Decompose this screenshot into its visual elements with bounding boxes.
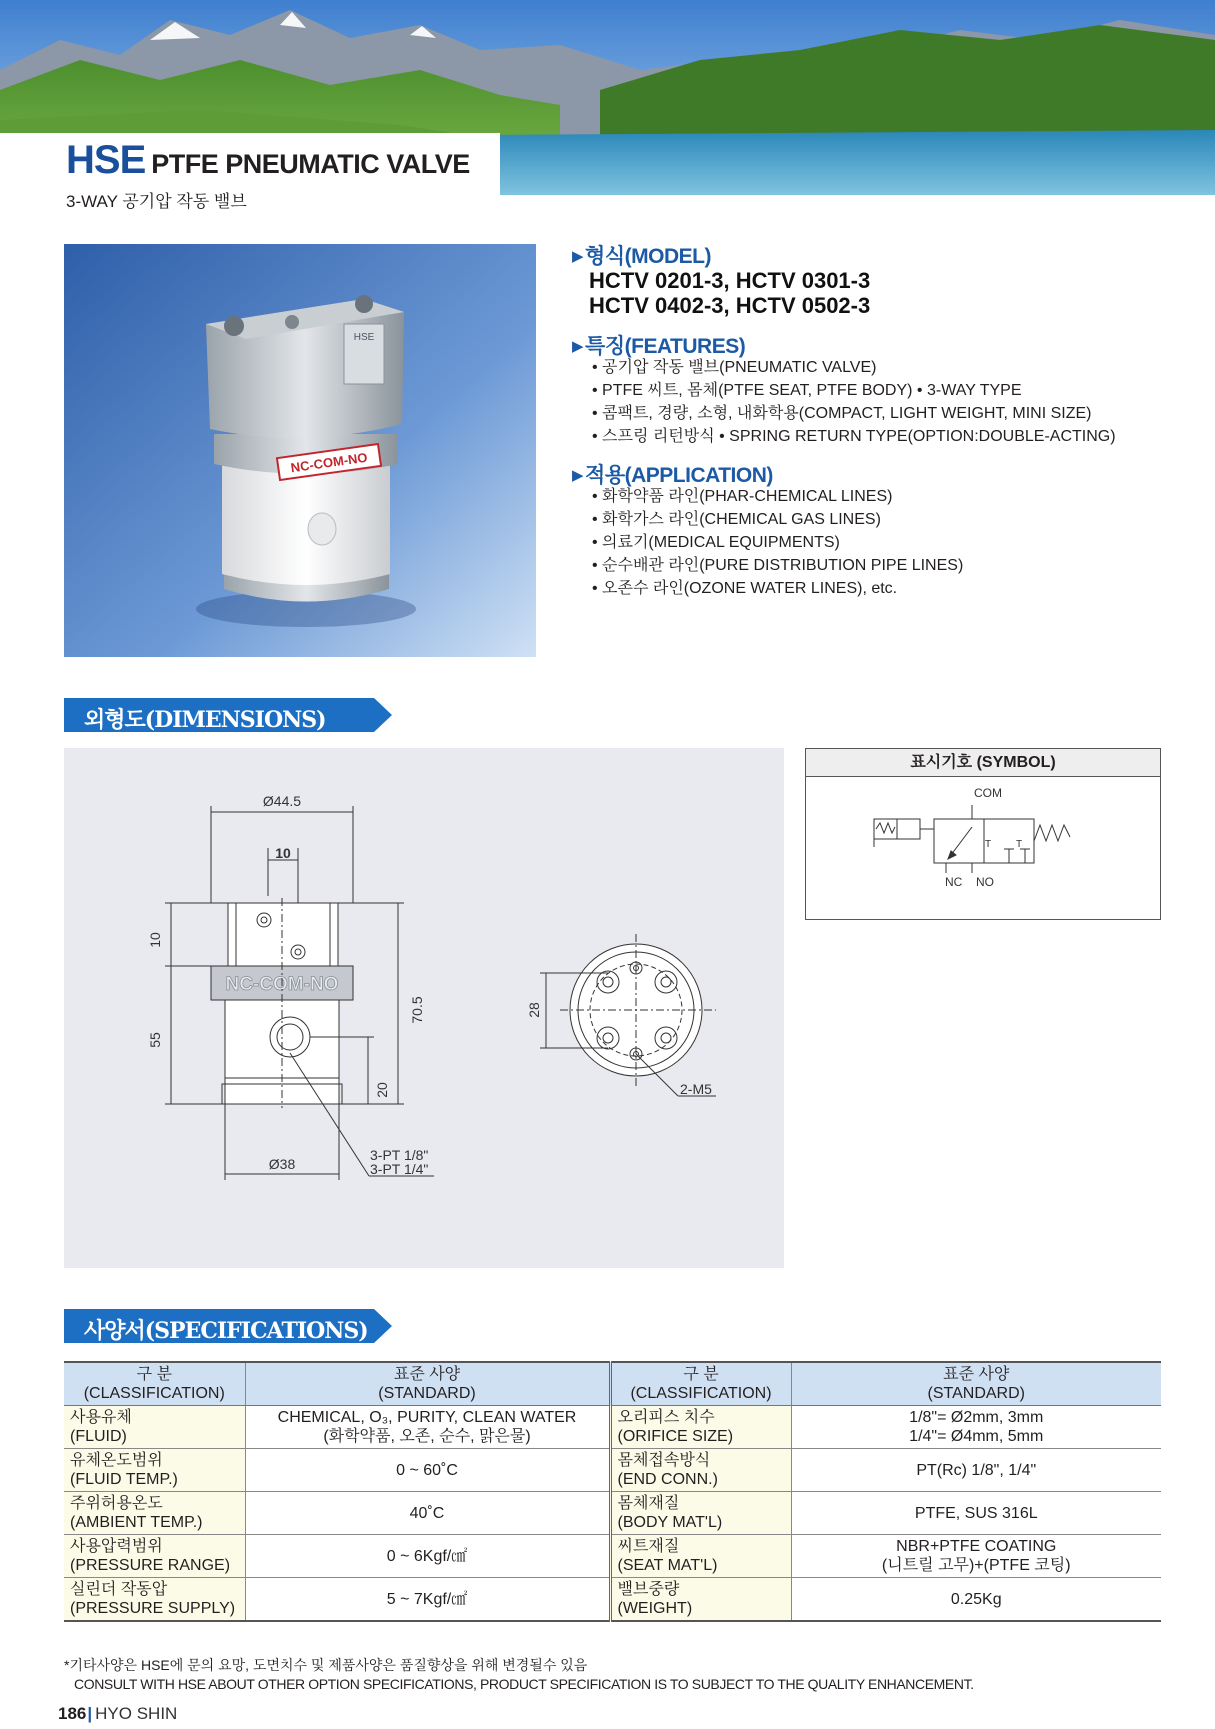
specifications-heading-text: 사양서(SPECIFICATIONS) bbox=[84, 1318, 368, 1344]
photo-body-mark: HSE bbox=[353, 332, 375, 343]
list-item: • 의료기(MEDICAL EQUIPMENTS) bbox=[592, 531, 963, 554]
dim-label: 10 bbox=[147, 932, 163, 948]
table-cell: 주위허용온도 (AMBIENT TEMP.) bbox=[64, 1492, 245, 1535]
symbol-nc-label: NC bbox=[945, 875, 963, 889]
drawing-band-label: NC-COM-NO bbox=[225, 974, 339, 995]
page-number: 186 bbox=[58, 1704, 87, 1723]
dim-label: 3-PT 1/8" bbox=[370, 1147, 429, 1163]
product-photo bbox=[64, 244, 536, 657]
photo-label-text: NC-COM-NO bbox=[289, 449, 369, 476]
dimensions-heading-text: 외형도(DIMENSIONS) bbox=[84, 707, 326, 733]
table-row bbox=[64, 1492, 1161, 1535]
table-row bbox=[64, 1406, 1161, 1449]
table-cell: 1/8"= Ø2mm, 3mm 1/4"= Ø4mm, 5mm bbox=[791, 1406, 1161, 1449]
dim-label: 55 bbox=[147, 1032, 163, 1048]
column-header: 표준 사양 (STANDARD) bbox=[245, 1362, 610, 1406]
table-cell: PTFE, SUS 316L bbox=[791, 1492, 1161, 1535]
specifications-section-header bbox=[64, 1309, 394, 1343]
column-header: 구 분 (CLASSIFICATION) bbox=[64, 1362, 245, 1406]
spec-table bbox=[64, 1361, 1161, 1622]
table-cell: CHEMICAL, O₃, PURITY, CLEAN WATER (화학약품, 오존, 순수, 맑은물) bbox=[245, 1406, 610, 1449]
page-footer bbox=[58, 1704, 177, 1724]
table-row bbox=[64, 1535, 1161, 1578]
dimension-drawing bbox=[64, 748, 784, 1268]
dimensions-section-header bbox=[64, 698, 394, 732]
table-cell: 밸브중량 (WEIGHT) bbox=[610, 1578, 791, 1622]
footnote-korean: *기타사양은 HSE에 문의 요망, 도면치수 및 제품사양은 품질향상을 위해 변경될수 있음 bbox=[64, 1657, 588, 1673]
table-cell: 실린더 작동압 (PRESSURE SUPPLY) bbox=[64, 1578, 245, 1622]
page-subtitle: 3-WAY 공기압 작동 밸브 bbox=[66, 192, 247, 211]
features-list bbox=[592, 356, 1116, 448]
table-cell: 0 ~ 6Kgf/㎠ bbox=[245, 1535, 610, 1578]
table-cell: 40˚C bbox=[245, 1492, 610, 1535]
footnote-english: CONSULT WITH HSE ABOUT OTHER OPTION SPECIFICATIONS, PRODUCT SPECIFICATION IS TO SUBJECT TO THE QUALITY ENHANCEMENT. bbox=[74, 1676, 974, 1692]
list-item: • 순수배관 라인(PURE DISTRIBUTION PIPE LINES) bbox=[592, 554, 963, 577]
dim-label: Ø38 bbox=[268, 1156, 296, 1172]
list-item: • 오존수 라인(OZONE WATER LINES), etc. bbox=[592, 577, 963, 600]
table-cell: 0.25Kg bbox=[791, 1578, 1161, 1622]
dim-label: 3-PT 1/4" bbox=[370, 1161, 429, 1177]
table-header-row bbox=[64, 1362, 1161, 1406]
table-cell: 0 ~ 60˚C bbox=[245, 1449, 610, 1492]
symbol-panel bbox=[805, 748, 1161, 920]
table-cell: 씨트재질 (SEAT MAT'L) bbox=[610, 1535, 791, 1578]
features-heading-text: 특징(FEATURES) bbox=[585, 335, 746, 358]
product-name: PTFE PNEUMATIC VALVE bbox=[151, 149, 470, 179]
table-row bbox=[64, 1449, 1161, 1492]
table-cell: 5 ~ 7Kgf/㎠ bbox=[245, 1578, 610, 1622]
table-cell: 사용압력범위 (PRESSURE RANGE) bbox=[64, 1535, 245, 1578]
model-heading bbox=[572, 240, 711, 270]
company-name: HYO SHIN bbox=[95, 1704, 178, 1723]
list-item: • 스프링 리턴방식 • SPRING RETURN TYPE(OPTION:DOUBLE-ACTING) bbox=[592, 425, 1116, 448]
list-item: • 공기압 작동 밸브(PNEUMATIC VALVE) bbox=[592, 356, 1116, 379]
list-item: • 화학가스 라인(CHEMICAL GAS LINES) bbox=[592, 508, 963, 531]
column-header: 표준 사양 (STANDARD) bbox=[791, 1362, 1161, 1406]
dim-label: 70.5 bbox=[409, 996, 425, 1024]
table-cell: 유체온도범위 (FLUID TEMP.) bbox=[64, 1449, 245, 1492]
table-cell: 몸체접속방식 (END CONN.) bbox=[610, 1449, 791, 1492]
dim-label: 20 bbox=[374, 1082, 390, 1098]
model-line: HCTV 0201-3, HCTV 0301-3 bbox=[589, 268, 871, 293]
application-heading-text: 적용(APPLICATION) bbox=[585, 464, 773, 487]
application-list bbox=[592, 485, 963, 600]
table-row bbox=[64, 1578, 1161, 1622]
column-header: 구 분 (CLASSIFICATION) bbox=[610, 1362, 791, 1406]
table-cell: 몸체재질 (BODY MAT'L) bbox=[610, 1492, 791, 1535]
table-cell: PT(Rc) 1/8", 1/4" bbox=[791, 1449, 1161, 1492]
symbol-no-label: NO bbox=[976, 875, 994, 889]
dim-label: 10 bbox=[275, 845, 291, 861]
list-item: • 콤팩트, 경량, 소형, 내화학용(COMPACT, LIGHT WEIGHT, MINI SIZE) bbox=[592, 402, 1116, 425]
symbol-com-label: COM bbox=[974, 786, 1002, 800]
brand-name: HSE bbox=[66, 138, 146, 182]
symbol-heading: 표시기호 (SYMBOL) bbox=[806, 749, 1160, 777]
dim-label: 2-M5 bbox=[680, 1081, 712, 1097]
triangle-bullet-icon: ▶ bbox=[572, 338, 584, 355]
model-heading-text: 형식(MODEL) bbox=[585, 245, 711, 268]
symbol-t-label: T bbox=[985, 839, 992, 850]
footer-separator: | bbox=[87, 1704, 93, 1723]
table-cell: 사용유체 (FLUID) bbox=[64, 1406, 245, 1449]
page-title bbox=[66, 138, 470, 183]
model-line: HCTV 0402-3, HCTV 0502-3 bbox=[589, 293, 871, 318]
triangle-bullet-icon: ▶ bbox=[572, 467, 584, 484]
dim-label: 28 bbox=[526, 1002, 542, 1018]
table-cell: 오리피스 치수 (ORIFICE SIZE) bbox=[610, 1406, 791, 1449]
triangle-bullet-icon: ▶ bbox=[572, 248, 584, 265]
dim-label: Ø44.5 bbox=[262, 793, 302, 809]
table-cell: NBR+PTFE COATING (니트릴 고무)+(PTFE 코팅) bbox=[791, 1535, 1161, 1578]
list-item: • PTFE 씨트, 몸체(PTFE SEAT, PTFE BODY) • 3-WAY TYPE bbox=[592, 379, 1116, 402]
symbol-t-label: T bbox=[1016, 839, 1023, 850]
list-item: • 화학약품 라인(PHAR-CHEMICAL LINES) bbox=[592, 485, 963, 508]
